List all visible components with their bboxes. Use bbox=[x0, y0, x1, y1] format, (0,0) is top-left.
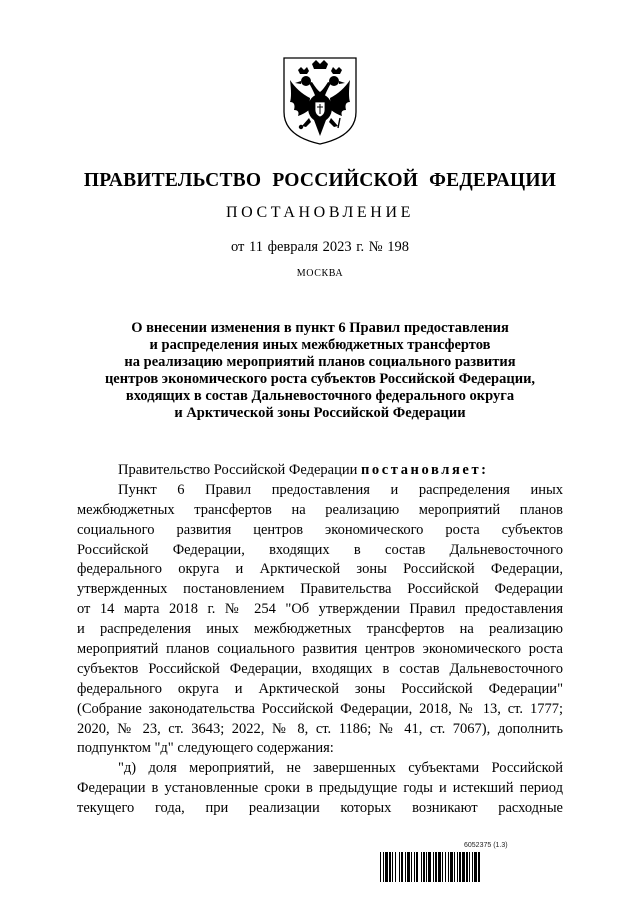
body-line: текущего года, при реализации которых возникают расходные bbox=[77, 800, 563, 817]
coat-of-arms-icon bbox=[276, 52, 364, 148]
decree-verb: постановляет: bbox=[360, 462, 489, 478]
body-line: Федерации в установленные сроки в предыдущие годы и истекший период bbox=[77, 780, 563, 797]
body-line: 2020, № 23, ст. 3643; 2022, № 8, ст. 1186; № 41, ст. 7067), дополнить bbox=[77, 720, 563, 737]
heading-line: и распределения иных межбюджетных трансфертов bbox=[149, 337, 491, 353]
document-body bbox=[77, 461, 563, 819]
heading-line: центров экономического роста субъектов Российской Федерации, bbox=[104, 371, 536, 387]
body-line: Пункт 6 Правил предоставления и распределения иных bbox=[118, 481, 563, 498]
document-type: ПОСТАНОВЛЕНИЕ bbox=[226, 204, 414, 221]
heading-line: на реализацию мероприятий планов социального развития bbox=[124, 354, 516, 370]
body-line: и распределения иных межбюджетных трансфертов на реализацию bbox=[77, 621, 563, 638]
body-line: "д) доля мероприятий, не завершенных субъектами Российской bbox=[118, 760, 563, 777]
body-line: федерального округа и Арктической зоны Российской Федерации" bbox=[77, 680, 563, 697]
body-line: федерального округа и Арктической зоны Российской Федерации, bbox=[77, 561, 563, 578]
body-line: (Собрание законодательства Российской Федерации, 2018, № 13, ст. 1777; bbox=[77, 700, 563, 717]
barcode-block bbox=[380, 842, 570, 886]
decree-line bbox=[77, 461, 563, 481]
body-line: социального развития центров экономического роста субъектов bbox=[77, 521, 563, 538]
body-line: подпунктом "д" следующего содержания: bbox=[77, 740, 334, 757]
government-title: ПРАВИТЕЛЬСТВО РОССИЙСКОЙ ФЕДЕРАЦИИ bbox=[83, 170, 557, 191]
heading-line: О внесении изменения в пункт 6 Правил предоставления bbox=[131, 320, 509, 336]
decree-subject: Правительство Российской Федерации bbox=[118, 462, 361, 478]
body-line: утвержденных постановлением Правительства Российской Федерации bbox=[77, 581, 563, 598]
body-line: мероприятий планов социального развития центров экономического роста bbox=[77, 641, 563, 658]
document-date-number: от 11 февраля 2023 г. № 198 bbox=[230, 239, 410, 255]
document-heading bbox=[60, 320, 580, 422]
barcode-number: 6052375 (1.3) bbox=[464, 842, 508, 849]
heading-line: и Арктической зоны Российской Федерации bbox=[174, 405, 466, 421]
body-line: межбюджетных трансфертов на реализацию мероприятий планов bbox=[77, 501, 563, 518]
body-line: от 14 марта 2018 г. № 254 "Об утверждении Правил предоставления bbox=[77, 601, 563, 618]
body-line: Российской Федерации, входящих в состав Дальневосточного bbox=[77, 541, 563, 558]
barcode-icon bbox=[380, 852, 570, 882]
heading-line: входящих в состав Дальневосточного федерального округа bbox=[125, 388, 515, 404]
body-line: субъектов Российской Федерации, входящих в состав Дальневосточного bbox=[77, 660, 563, 677]
document-city: МОСКВА bbox=[296, 268, 344, 279]
